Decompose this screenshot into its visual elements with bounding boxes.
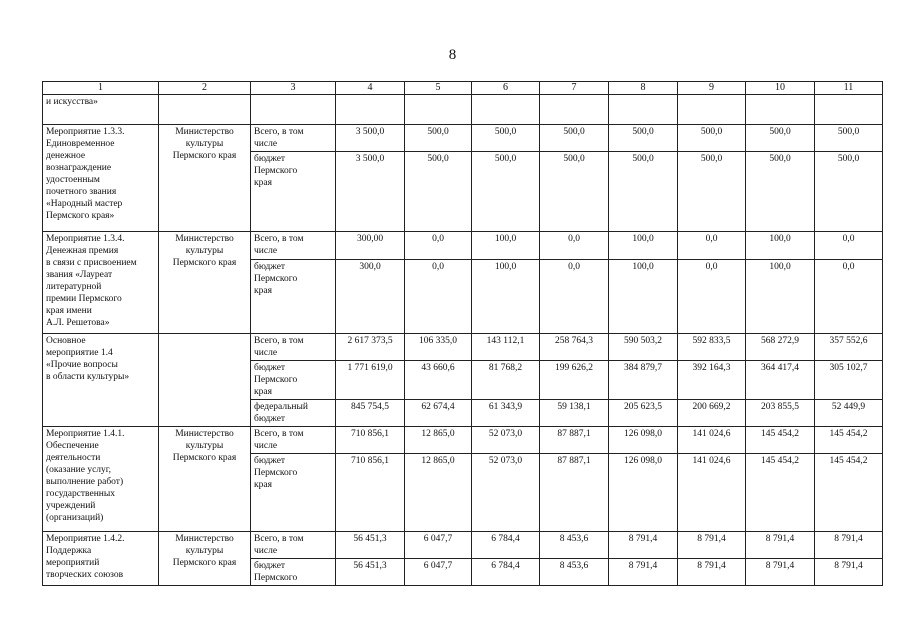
- text-line: Пермского края»: [46, 211, 115, 221]
- amount-cell-col7: 500,0: [540, 125, 609, 152]
- amount-cell-col11: 500,0: [815, 152, 883, 232]
- text-line: края: [254, 480, 272, 490]
- table-row: [43, 334, 883, 361]
- amount-cell-col4: 300,00: [336, 232, 405, 260]
- amount-cell-col8: 205 623,5: [609, 400, 678, 427]
- executor-cell: [159, 532, 251, 586]
- amount-cell-col5: 12 865,0: [405, 454, 472, 532]
- column-number-3: 3: [251, 82, 336, 95]
- funding-source-cell: [251, 152, 336, 232]
- text-line: в связи с присвоением: [46, 258, 137, 268]
- amount-cell-col11: 8 791,4: [815, 532, 883, 559]
- amount-cell-col7: 258 764,3: [540, 334, 609, 361]
- text-line: Пермского: [254, 166, 298, 176]
- amount-cell-col8: 500,0: [609, 152, 678, 232]
- table-row: [43, 125, 883, 152]
- text-line: вознаграждение: [46, 163, 112, 173]
- amount-cell-col10: 500,0: [746, 125, 815, 152]
- text-line: культуры: [185, 139, 224, 149]
- amount-cell-col4: 710 856,1: [336, 427, 405, 454]
- amount-cell-col9: [678, 95, 746, 125]
- amount-cell-col5: 0,0: [405, 232, 472, 260]
- amount-cell-col11: 357 552,6: [815, 334, 883, 361]
- text-line: Всего, в том: [254, 234, 304, 244]
- text-line: Пермского: [254, 375, 298, 385]
- amount-cell-col7: [540, 95, 609, 125]
- text-line: Пермского: [254, 573, 298, 583]
- amount-cell-col10: 145 454,2: [746, 427, 815, 454]
- text-line: федеральный: [254, 402, 308, 412]
- text-line: числе: [254, 546, 278, 556]
- activity-name-cell: [43, 232, 159, 334]
- amount-cell-col7: 8 453,6: [540, 532, 609, 559]
- text-line: и искусства»: [46, 97, 98, 107]
- amount-cell-col11: 0,0: [815, 232, 883, 260]
- text-line: (организаций): [46, 513, 104, 523]
- text-line: звания «Лауреат: [46, 270, 113, 280]
- amount-cell-col6: 500,0: [472, 125, 540, 152]
- amount-cell-col8: 8 791,4: [609, 532, 678, 559]
- amount-cell-col4: 710 856,1: [336, 454, 405, 532]
- amount-cell-col7: 0,0: [540, 232, 609, 260]
- text-line: литературной: [46, 282, 102, 292]
- budget-table: [42, 81, 883, 586]
- amount-cell-col5: 500,0: [405, 152, 472, 232]
- table-row: [43, 427, 883, 454]
- amount-cell-col10: 8 791,4: [746, 559, 815, 586]
- text-line: А.Л. Решетова»: [46, 318, 110, 328]
- text-line: Пермского: [254, 274, 298, 284]
- amount-cell-col7: 8 453,6: [540, 559, 609, 586]
- column-number-5: 5: [405, 82, 472, 95]
- text-line: выполнение работ): [46, 477, 124, 487]
- amount-cell-col8: 590 503,2: [609, 334, 678, 361]
- amount-cell-col4: 845 754,5: [336, 400, 405, 427]
- column-number-9: 9: [678, 82, 746, 95]
- amount-cell-col6: 6 784,4: [472, 532, 540, 559]
- amount-cell-col4: 3 500,0: [336, 152, 405, 232]
- text-line: Обеспечение: [46, 441, 99, 451]
- amount-cell-col4: 2 617 373,5: [336, 334, 405, 361]
- amount-cell-col6: 61 343,9: [472, 400, 540, 427]
- text-line: числе: [254, 348, 278, 358]
- amount-cell-col6: 143 112,1: [472, 334, 540, 361]
- amount-cell-col5: 106 335,0: [405, 334, 472, 361]
- amount-cell-col9: 500,0: [678, 125, 746, 152]
- executor-cell: [159, 427, 251, 532]
- amount-cell-col4: 3 500,0: [336, 125, 405, 152]
- funding-source-cell: [251, 454, 336, 532]
- funding-source-cell: [251, 532, 336, 559]
- text-line: Основное: [46, 336, 86, 346]
- text-line: Поддержка: [46, 546, 92, 556]
- amount-cell-col11: 145 454,2: [815, 427, 883, 454]
- amount-cell-col9: 200 669,2: [678, 400, 746, 427]
- funding-source-cell: [251, 232, 336, 260]
- text-line: почетного звания: [46, 187, 117, 197]
- amount-cell-col8: 100,0: [609, 260, 678, 334]
- text-line: края имени: [46, 306, 92, 316]
- amount-cell-col9: 0,0: [678, 260, 746, 334]
- amount-cell-col9: 8 791,4: [678, 559, 746, 586]
- amount-cell-col11: 305 102,7: [815, 361, 883, 400]
- text-line: деятельности: [46, 453, 101, 463]
- funding-source-cell: [251, 361, 336, 400]
- text-line: бюджет: [254, 414, 286, 424]
- amount-cell-col5: 12 865,0: [405, 427, 472, 454]
- amount-cell-col6: 52 073,0: [472, 427, 540, 454]
- column-number-2: 2: [159, 82, 251, 95]
- text-line: бюджет: [254, 262, 286, 272]
- amount-cell-col11: 145 454,2: [815, 454, 883, 532]
- text-line: Мероприятие 1.3.3.: [46, 127, 125, 137]
- text-line: Всего, в том: [254, 534, 304, 544]
- text-line: удостоенным: [46, 175, 100, 185]
- text-line: Министерство: [175, 127, 234, 137]
- amount-cell-col11: [815, 95, 883, 125]
- text-line: Денежная премия: [46, 246, 119, 256]
- amount-cell-col4: 56 451,3: [336, 532, 405, 559]
- amount-cell-col7: 0,0: [540, 260, 609, 334]
- amount-cell-col11: 0,0: [815, 260, 883, 334]
- amount-cell-col6: 100,0: [472, 232, 540, 260]
- page-number: 8: [448, 47, 457, 63]
- amount-cell-col10: [746, 95, 815, 125]
- text-line: (оказание услуг,: [46, 465, 111, 475]
- table-row: [43, 95, 883, 125]
- header-row: [43, 82, 883, 95]
- amount-cell-col6: 81 768,2: [472, 361, 540, 400]
- text-line: числе: [254, 139, 278, 149]
- activity-name-cell: [43, 125, 159, 232]
- executor-cell: [159, 334, 251, 427]
- amount-cell-col4: 1 771 619,0: [336, 361, 405, 400]
- text-line: бюджет: [254, 561, 286, 571]
- amount-cell-col10: 8 791,4: [746, 532, 815, 559]
- text-line: края: [254, 178, 272, 188]
- column-number-8: 8: [609, 82, 678, 95]
- activity-name-cell: [43, 334, 159, 427]
- amount-cell-col10: 500,0: [746, 152, 815, 232]
- text-line: Министерство: [175, 429, 234, 439]
- column-number-6: 6: [472, 82, 540, 95]
- text-line: «Прочие вопросы: [46, 360, 118, 370]
- amount-cell-col9: 0,0: [678, 232, 746, 260]
- text-line: Всего, в том: [254, 429, 304, 439]
- amount-cell-col7: 87 887,1: [540, 454, 609, 532]
- amount-cell-col8: 100,0: [609, 232, 678, 260]
- text-line: мероприятий: [46, 558, 100, 568]
- funding-source-cell: [251, 260, 336, 334]
- text-line: культуры: [185, 546, 224, 556]
- text-line: культуры: [185, 246, 224, 256]
- text-line: в области культуры»: [46, 372, 130, 382]
- activity-name-cell: [43, 95, 159, 125]
- funding-source-cell: [251, 427, 336, 454]
- text-line: бюджет: [254, 154, 286, 164]
- amount-cell-col8: 384 879,7: [609, 361, 678, 400]
- text-line: Всего, в том: [254, 127, 304, 137]
- text-line: Министерство: [175, 534, 234, 544]
- activity-name-cell: [43, 532, 159, 586]
- text-line: Единовременное: [46, 139, 115, 149]
- amount-cell-col8: 500,0: [609, 125, 678, 152]
- text-line: числе: [254, 246, 278, 256]
- column-number-1: 1: [43, 82, 159, 95]
- column-number-10: 10: [746, 82, 815, 95]
- amount-cell-col5: [405, 95, 472, 125]
- amount-cell-col11: 8 791,4: [815, 559, 883, 586]
- amount-cell-col9: 500,0: [678, 152, 746, 232]
- text-line: края: [254, 286, 272, 296]
- amount-cell-col6: 100,0: [472, 260, 540, 334]
- amount-cell-col10: 364 417,4: [746, 361, 815, 400]
- column-number-11: 11: [815, 82, 883, 95]
- amount-cell-col8: [609, 95, 678, 125]
- amount-cell-col10: 145 454,2: [746, 454, 815, 532]
- text-line: премии Пермского: [46, 294, 122, 304]
- amount-cell-col7: 87 887,1: [540, 427, 609, 454]
- amount-cell-col8: 8 791,4: [609, 559, 678, 586]
- text-line: Мероприятие 1.4.2.: [46, 534, 125, 544]
- executor-cell: [159, 125, 251, 232]
- amount-cell-col6: 6 784,4: [472, 559, 540, 586]
- amount-cell-col10: 203 855,5: [746, 400, 815, 427]
- text-line: Пермского края: [172, 258, 237, 268]
- amount-cell-col9: 141 024,6: [678, 427, 746, 454]
- text-line: учреждений: [46, 501, 96, 511]
- table-row: [43, 532, 883, 559]
- amount-cell-col11: 52 449,9: [815, 400, 883, 427]
- amount-cell-col10: 568 272,9: [746, 334, 815, 361]
- amount-cell-col9: 392 164,3: [678, 361, 746, 400]
- executor-cell: [159, 232, 251, 334]
- funding-source-cell: [251, 559, 336, 586]
- funding-source-cell: [251, 95, 336, 125]
- text-line: мероприятие 1.4: [46, 348, 113, 358]
- amount-cell-col10: 100,0: [746, 232, 815, 260]
- column-number-4: 4: [336, 82, 405, 95]
- column-number-7: 7: [540, 82, 609, 95]
- text-line: денежное: [46, 151, 86, 161]
- table-row: [43, 232, 883, 260]
- activity-name-cell: [43, 427, 159, 532]
- amount-cell-col4: [336, 95, 405, 125]
- amount-cell-col10: 100,0: [746, 260, 815, 334]
- amount-cell-col4: 56 451,3: [336, 559, 405, 586]
- text-line: Мероприятие 1.3.4.: [46, 234, 125, 244]
- amount-cell-col9: 8 791,4: [678, 532, 746, 559]
- funding-source-cell: [251, 400, 336, 427]
- amount-cell-col7: 199 626,2: [540, 361, 609, 400]
- executor-cell: [159, 95, 251, 125]
- text-line: «Народный мастер: [46, 199, 123, 209]
- amount-cell-col5: 43 660,6: [405, 361, 472, 400]
- text-line: культуры: [185, 441, 224, 451]
- text-line: края: [254, 387, 272, 397]
- text-line: бюджет: [254, 363, 286, 373]
- amount-cell-col5: 500,0: [405, 125, 472, 152]
- amount-cell-col6: [472, 95, 540, 125]
- amount-cell-col4: 300,0: [336, 260, 405, 334]
- amount-cell-col8: 126 098,0: [609, 454, 678, 532]
- text-line: Пермского края: [172, 453, 237, 463]
- text-line: творческих союзов: [46, 570, 124, 580]
- text-line: числе: [254, 441, 278, 451]
- funding-source-cell: [251, 334, 336, 361]
- amount-cell-col6: 500,0: [472, 152, 540, 232]
- amount-cell-col5: 6 047,7: [405, 559, 472, 586]
- amount-cell-col9: 141 024,6: [678, 454, 746, 532]
- amount-cell-col6: 52 073,0: [472, 454, 540, 532]
- text-line: Всего, в том: [254, 336, 304, 346]
- text-line: Пермского края: [172, 151, 237, 161]
- text-line: бюджет: [254, 456, 286, 466]
- amount-cell-col11: 500,0: [815, 125, 883, 152]
- text-line: Министерство: [175, 234, 234, 244]
- amount-cell-col5: 0,0: [405, 260, 472, 334]
- text-line: государственных: [46, 489, 116, 499]
- text-line: Мероприятие 1.4.1.: [46, 429, 125, 439]
- amount-cell-col7: 59 138,1: [540, 400, 609, 427]
- amount-cell-col5: 6 047,7: [405, 532, 472, 559]
- text-line: Пермского: [254, 468, 298, 478]
- amount-cell-col8: 126 098,0: [609, 427, 678, 454]
- amount-cell-col7: 500,0: [540, 152, 609, 232]
- amount-cell-col9: 592 833,5: [678, 334, 746, 361]
- text-line: Пермского края: [172, 558, 237, 568]
- funding-source-cell: [251, 125, 336, 152]
- amount-cell-col5: 62 674,4: [405, 400, 472, 427]
